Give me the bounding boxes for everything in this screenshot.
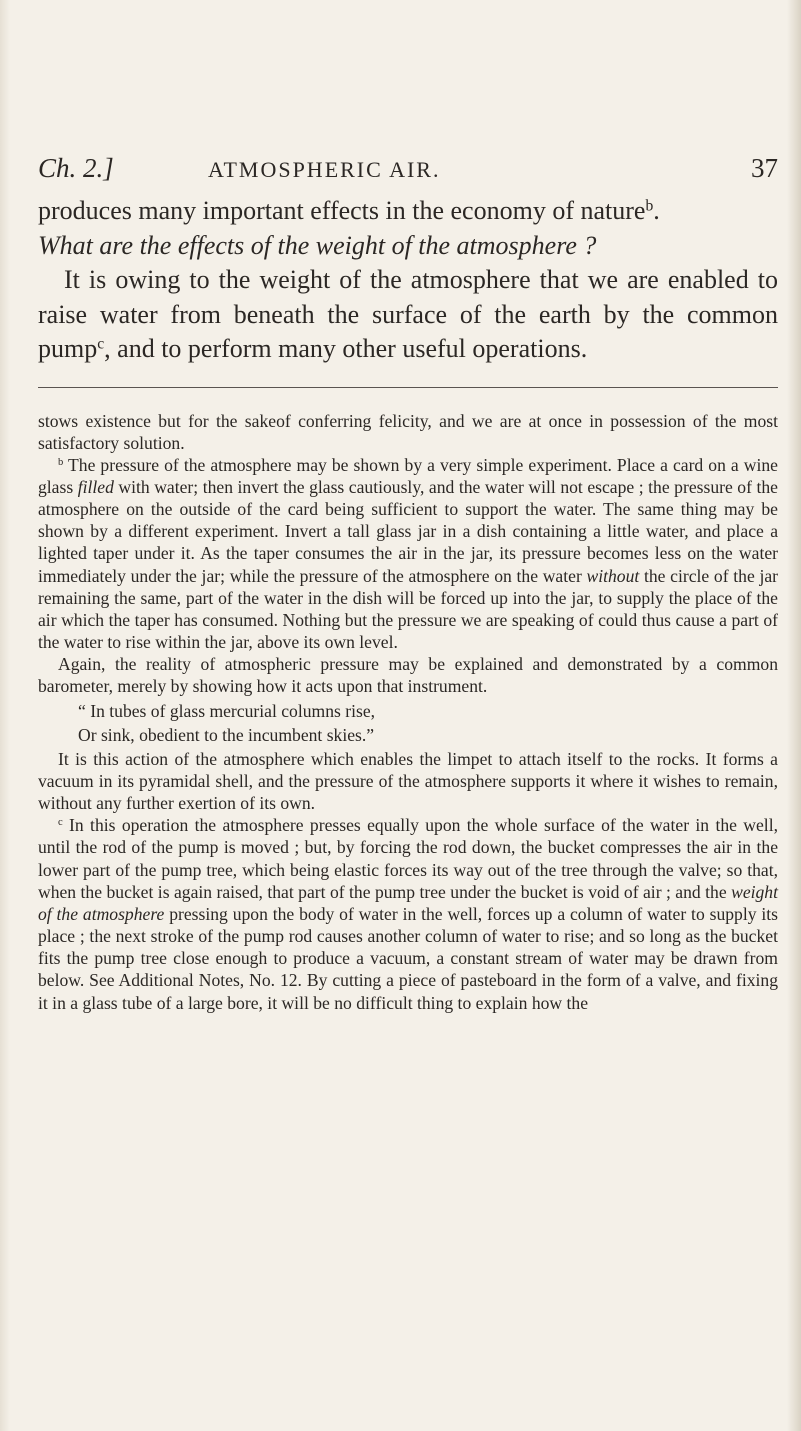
footnote-c (38, 814, 778, 1013)
main-text (38, 194, 778, 367)
paragraph-continuation (38, 194, 778, 229)
footnote-b-limpet: It is this action of the atmosphere which enables the limpet to attach itself to the rocks. It forms a vacuum in its pyramidal shell, and the pressure of the atmosphere supports it where it wishes to remain, without any further exertion of its own. (38, 748, 778, 814)
footnote-divider (38, 387, 778, 388)
answer-paragraph (38, 263, 778, 367)
footnote-b-emphasis-filled: filled (77, 476, 114, 497)
footnote-b-text-2: with water; then invert the glass cautiously, and the water will not escape ; the pressure of the atmosphere on the outside of the card being sufficient to support the water. The same thing may be shown by a different experiment. Invert a tall glass jar in a dish containing a little water, and place a lighted taper under it. As the taper consumes the air in the jar, its pressure becomes less on the water immediately under the jar; while the pressure of the atmosphere on the water (38, 476, 778, 586)
poem-line-1: “ In tubes of glass mercurial columns rise, (78, 700, 376, 721)
footnote-b (38, 454, 778, 653)
footnote-mark-c: c (97, 335, 105, 353)
question-heading: What are the effects of the weight of the atmosphere ? (38, 230, 597, 260)
footnote-c-text-2: pressing upon the body of water in the well, forces up a column of water to supply its place ; the next stroke of the pump rod causes another column of water to rise; and so long as the bucket fits the pump tree close enough to produce a vacuum, a constant stream of water may be drawn from below. See Additional Notes, No. 12. By cutting a piece of pasteboard in the form of a valve, and fixing it in a glass tube of a large bore, it will be no difficult thing to explain how the (38, 903, 778, 1013)
running-title: ATMOSPHERIC AIR. (208, 157, 441, 182)
footnote-c-emphasis-weight: weight of the atmosphere (38, 881, 778, 924)
footnote-b-text-1: The pressure of the atmosphere may be shown by a very simple experiment. Place a card on a wine glass (38, 454, 778, 497)
page-edge-left (0, 0, 10, 1431)
paragraph-end: . (653, 196, 660, 225)
footnote-b-barometer: Again, the reality of atmospheric pressure may be explained and demonstrated by a common barometer, merely by showing how it acts upon that instrument. (38, 654, 778, 697)
running-head (38, 150, 778, 186)
footnote-mark-b: b (645, 197, 654, 215)
page-number: 37 (751, 153, 778, 183)
footnote-c-text-1: In this operation the atmosphere presses equally upon the whole surface of the water in the well, until the rod of the pump is moved ; but, by forcing the rod down, the bucket compresses the air in the lower part of the pump tree, which being elastic forces its way out of the tree through the valve; so that, when the bucket is again raised, that part of the pump tree under the bucket is void of air ; and the (38, 815, 778, 902)
chapter-reference: Ch. 2.] (38, 153, 114, 183)
book-page (38, 150, 778, 1014)
footnote-b-text-3: the circle of the jar remaining the same, part of the water in the dish will be forced up into the jar, to supply the place of the air which the taper has consumed. Nothing but the pressure we are speaking of could thus cause a part of the water to rise within the jar, above its own level. (38, 565, 778, 653)
answer-text-start: It is owing to the weight of the atmosphere that we are enabled to raise water from beneath the surface of the earth by the common pump (38, 265, 778, 363)
answer-text-end: , and to perform many other useful operations. (104, 334, 588, 363)
paragraph-text: produces many important effects in the economy of nature (38, 196, 646, 225)
footnote-b-mark: b (58, 457, 64, 469)
page-edge-right (787, 0, 801, 1431)
footnote-continuation: stows existence but for the sakeof conferring felicity, and we are at once in possession of the most satisfactory solution. (38, 410, 778, 453)
footnote-b-emphasis-without: without (586, 565, 640, 586)
poem-line-2: Or sink, obedient to the incumbent skies.” (78, 724, 375, 745)
footnotes (38, 410, 778, 1014)
footnote-c-mark: c (58, 817, 63, 829)
